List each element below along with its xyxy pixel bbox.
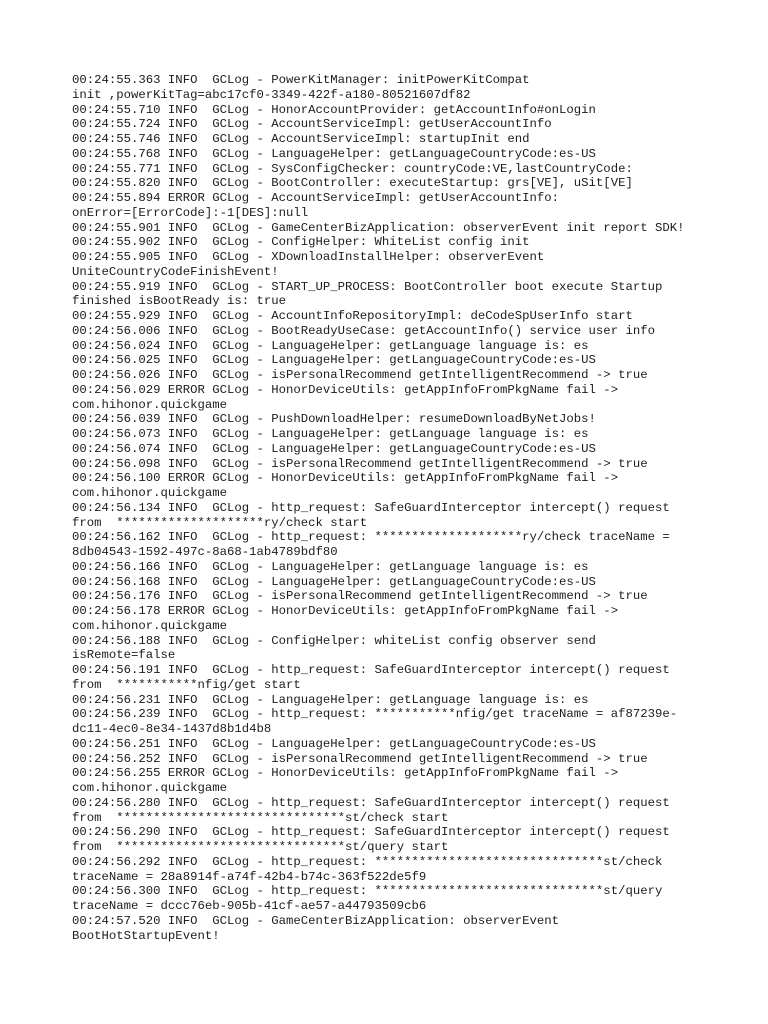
log-line: 00:24:55.919 INFO GCLog - START_UP_PROCESS: BootController boot execute Startup: [72, 279, 663, 294]
log-line: 00:24:55.363 INFO GCLog - PowerKitManager: initPowerKitCompat: [72, 73, 530, 87]
log-line: 00:24:57.520 INFO GCLog - GameCenterBizApplication: observerEvent: [72, 913, 560, 928]
log-line: 00:24:56.239 INFO GCLog - http_request: ***********nfig/get traceName = af87239e-: [72, 707, 678, 722]
log-line: 00:24:56.026 INFO GCLog - isPersonalRecommend getIntelligentRecommend -> true: [72, 368, 648, 382]
log-line: 00:24:56.290 INFO GCLog - http_request: SafeGuardInterceptor intercept() request: [72, 825, 670, 840]
log-line: 00:24:55.901 INFO GCLog - GameCenterBizApplication: observerEvent init report SDK!: [72, 220, 685, 235]
log-line: from *******************************st/query start: [72, 840, 449, 854]
log-line: 00:24:56.178 ERROR GCLog - HonorDeviceUtils: getAppInfoFromPkgName fail ->: [72, 604, 619, 618]
log-line: 00:24:56.300 INFO GCLog - http_request: *******************************st/query: [72, 884, 663, 899]
log-line: 00:24:56.166 INFO GCLog - LanguageHelper: getLanguage language is: es: [72, 559, 589, 574]
log-line: from ***********nfig/get start: [72, 677, 301, 692]
log-line: 00:24:56.134 INFO GCLog - http_request: SafeGuardInterceptor intercept() request: [72, 500, 670, 515]
log-line: 00:24:55.710 INFO GCLog - HonorAccountProvider: getAccountInfo#onLogin: [72, 102, 596, 117]
log-line: 00:24:56.168 INFO GCLog - LanguageHelper: getLanguageCountryCode:es-US: [72, 574, 596, 589]
log-line: 00:24:55.768 INFO GCLog - LanguageHelper: getLanguageCountryCode:es-US: [72, 146, 596, 161]
log-line: com.hihonor.quickgame: [72, 397, 227, 412]
log-line: 00:24:56.280 INFO GCLog - http_request: SafeGuardInterceptor intercept() request: [72, 795, 670, 810]
log-line: 00:24:56.292 INFO GCLog - http_request: *******************************st/check: [72, 854, 663, 869]
log-line: 00:24:56.255 ERROR GCLog - HonorDeviceUtils: getAppInfoFromPkgName fail ->: [72, 766, 619, 781]
log-line: 00:24:55.894 ERROR GCLog - AccountServiceImpl: getUserAccountInfo:: [72, 191, 560, 205]
log-line: 00:24:56.188 INFO GCLog - ConfigHelper: whiteList config observer send: [72, 633, 596, 648]
log-line: 00:24:56.176 INFO GCLog - isPersonalRecommend getIntelligentRecommend -> true: [72, 589, 648, 604]
log-line: 00:24:56.252 INFO GCLog - isPersonalRecommend getIntelligentRecommend -> true: [72, 751, 648, 766]
log-line: BootHotStartupEvent!: [72, 928, 220, 943]
log-line: 00:24:55.724 INFO GCLog - AccountServiceImpl: getUserAccountInfo: [72, 117, 552, 132]
log-line: 00:24:56.006 INFO GCLog - BootReadyUseCase: getAccountInfo() service user info: [72, 323, 655, 338]
log-line: from *******************************st/check start: [72, 810, 449, 825]
log-line: 00:24:56.100 ERROR GCLog - HonorDeviceUtils: getAppInfoFromPkgName fail ->: [72, 471, 619, 486]
log-line: 00:24:55.905 INFO GCLog - XDownloadInstallHelper: observerEvent: [72, 250, 545, 264]
log-line: 00:24:56.231 INFO GCLog - LanguageHelper: getLanguage language is: es: [72, 692, 589, 707]
log-line: 00:24:55.902 INFO GCLog - ConfigHelper: WhiteList config init: [72, 235, 530, 250]
log-line: 00:24:56.024 INFO GCLog - LanguageHelper: getLanguage language is: es: [72, 338, 589, 353]
log-line: 00:24:56.025 INFO GCLog - LanguageHelper: getLanguageCountryCode:es-US: [72, 353, 596, 368]
log-line: com.hihonor.quickgame: [72, 781, 227, 795]
log-line: 00:24:56.074 INFO GCLog - LanguageHelper: getLanguageCountryCode:es-US: [72, 441, 596, 456]
log-line: com.hihonor.quickgame: [72, 486, 227, 500]
log-line: 00:24:55.820 INFO GCLog - BootController: executeStartup: grs[VE], uSit[VE]: [72, 176, 633, 191]
log-line: 00:24:56.029 ERROR GCLog - HonorDeviceUtils: getAppInfoFromPkgName fail ->: [72, 382, 619, 397]
log-line: 00:24:56.039 INFO GCLog - PushDownloadHelper: resumeDownloadByNetJobs!: [72, 412, 596, 427]
log-line: 00:24:56.098 INFO GCLog - isPersonalRecommend getIntelligentRecommend -> true: [72, 456, 648, 471]
log-line: traceName = 28a8914f-a74f-42b4-b74c-363f522de5f9: [72, 869, 427, 884]
log-line: com.hihonor.quickgame: [72, 618, 227, 633]
log-line: isRemote=false: [72, 648, 176, 663]
log-line: from ********************ry/check start: [72, 515, 368, 530]
log-line: 8db04543-1592-497c-8a68-1ab4789bdf80: [72, 545, 338, 559]
log-line: 00:24:56.191 INFO GCLog - http_request: SafeGuardInterceptor intercept() request: [72, 663, 670, 677]
log-line: 00:24:56.073 INFO GCLog - LanguageHelper: getLanguage language is: es: [72, 427, 589, 441]
log-line: 00:24:55.929 INFO GCLog - AccountInfoRepositoryImpl: deCodeSpUserInfo start: [72, 309, 633, 323]
log-line: 00:24:55.746 INFO GCLog - AccountServiceImpl: startupInit end: [72, 132, 530, 146]
log-line: traceName = dccc76eb-905b-41cf-ae57-a44793509cb6: [72, 899, 427, 913]
log-line: 00:24:56.162 INFO GCLog - http_request: ********************ry/check traceName =: [72, 530, 670, 545]
log-text: [72, 73, 752, 943]
log-line: 00:24:55.771 INFO GCLog - SysConfigChecker: countryCode:VE,lastCountryCode:: [72, 161, 633, 176]
log-line: init ,powerKitTag=abc17cf0-3349-422f-a180-80521607df82: [72, 87, 471, 102]
log-line: 00:24:56.251 INFO GCLog - LanguageHelper: getLanguageCountryCode:es-US: [72, 736, 596, 751]
log-line: dc11-4ec0-8e34-1437d8b1d4b8: [72, 722, 272, 736]
log-line: UniteCountryCodeFinishEvent!: [72, 264, 279, 279]
log-line: onError=[ErrorCode]:-1[DES]:null: [72, 205, 309, 220]
log-line: finished isBootReady is: true: [72, 294, 287, 309]
